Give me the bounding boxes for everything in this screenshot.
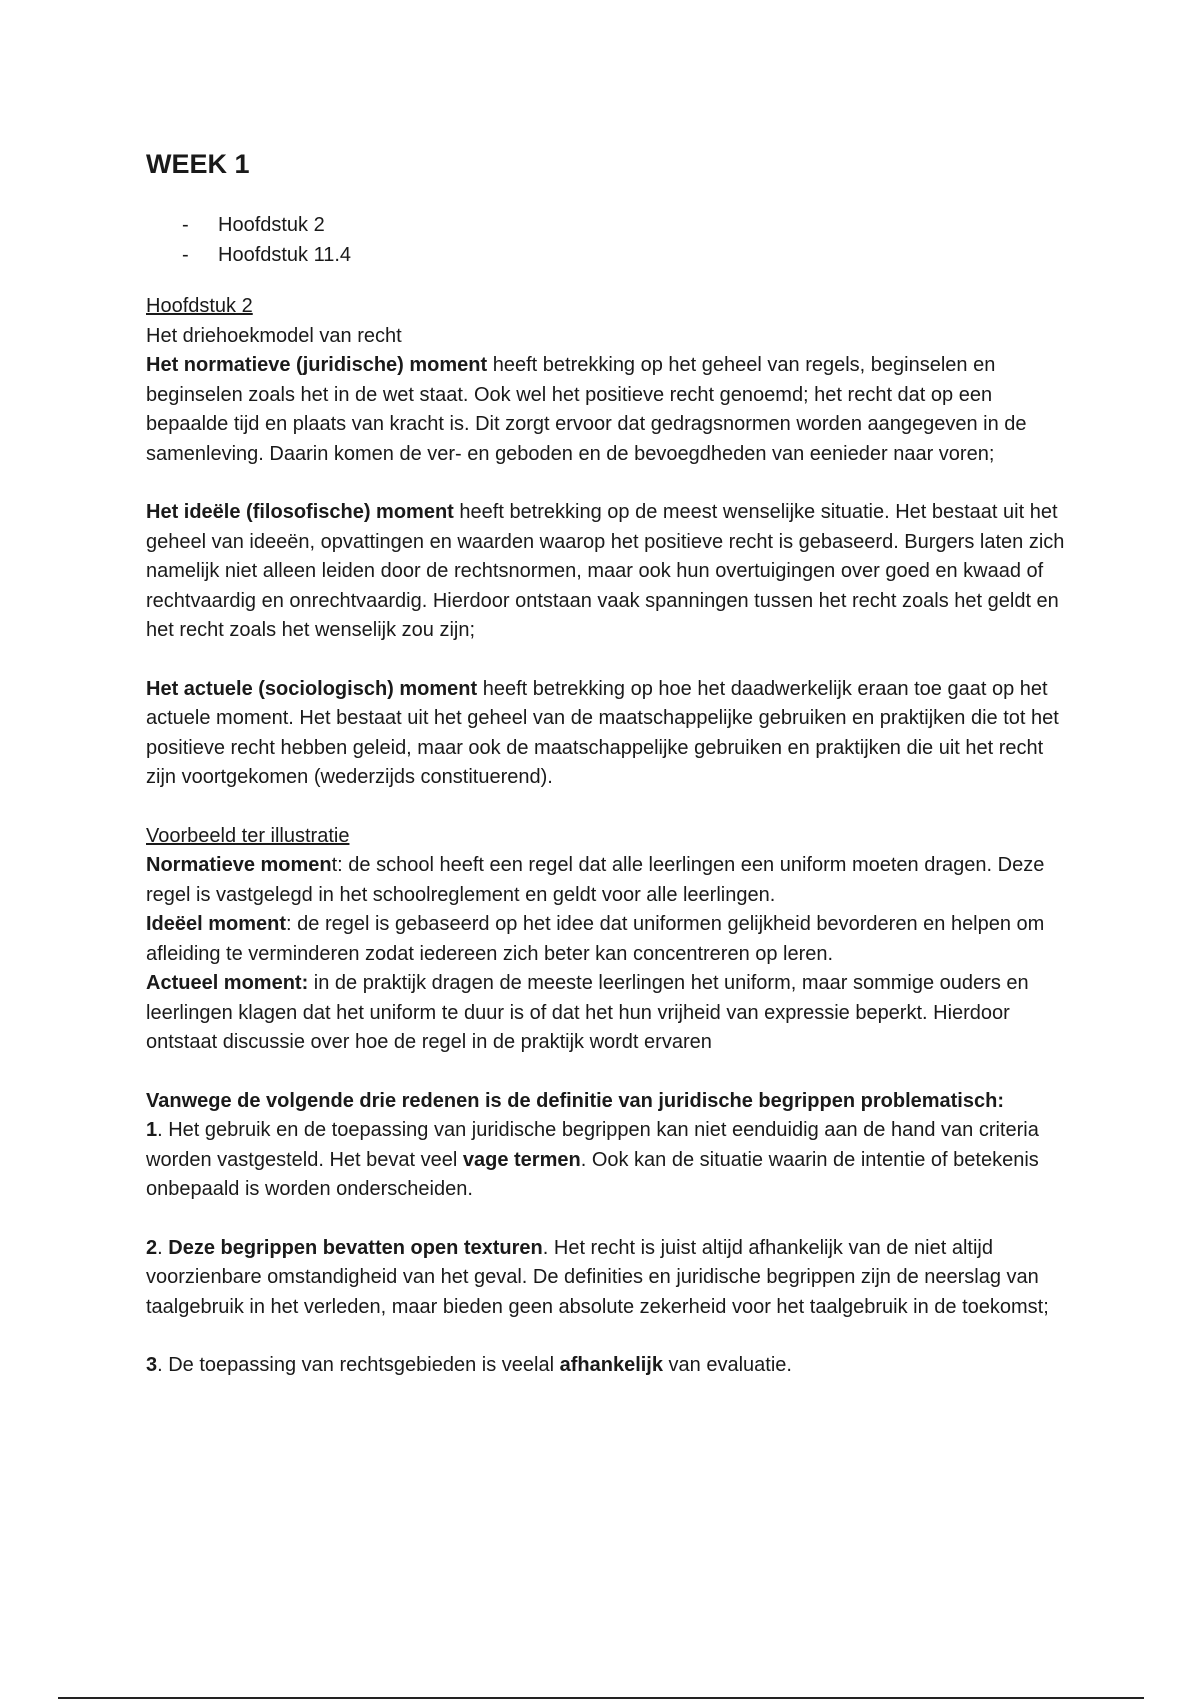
list-item-label: Hoofdstuk 2 [218,214,325,236]
document-page [146,146,1066,1381]
reason-text: . Ook kan de situatie waarin de intentie of betekenis onbepaald is worden onderscheiden. [146,1148,1039,1200]
paragraph-text: heeft betrekking op het geheel van regels, beginselen en beginselen zoals het in de wet staat. Ook wel het positieve recht genoemd; het recht dat op een bepaalde tijd en plaats van kracht is. Dit zorgt ervoor dat gedragsnormen worden aangegeven in de samenleving. Daarin komen de ver- en geboden en de bevoegdheden van eenieder naar voren; [146,354,1027,465]
reason-1 [146,1116,1066,1205]
reason-number: 3 [146,1354,158,1376]
page-title: WEEK 1 [146,149,250,179]
section-heading: Hoofdstuk 2 [146,295,253,317]
example-text: : de regel is gebaseerd op het idee dat uniformen gelijkheid bevorderen en helpen om afleiding te verminderen zodat iedereen zich beter kan concentreren op leren. [146,913,1045,965]
reason-emphasis: Deze begrippen bevatten open texturen [168,1236,543,1259]
paragraph-normative-moment [146,351,1066,469]
example-heading: Voorbeeld ter illustratie [146,824,350,847]
reasons-heading-text: Vanwege de volgende drie redenen is de definitie van juridische begrippen problematisch: [146,1089,1004,1112]
reason-emphasis: afhankelijk [559,1354,663,1376]
reasons-heading [146,1087,1066,1117]
list-item [146,240,1066,270]
list-item-label: Hoofdstuk 11.4 [218,244,352,266]
dash-bullet: - [182,214,189,236]
paragraph-text: heeft betrekking op hoe het daadwerkelijk eraan toe gaat op het actuele moment. Het bestaat uit het geheel van de maatschappelijke gebruiken en praktijken die tot het positieve recht hebben geleid, maar ook de maatschappelijke gebruiken en praktijken die uit het recht zijn voortgekomen (wederzijds constituerend). [146,677,1059,788]
chapter-list [146,210,1066,270]
reason-emphasis: vage termen [462,1148,581,1171]
paragraph-actual-moment [146,675,1066,793]
reason-text: van evaluatie. [663,1354,792,1376]
dash-bullet: - [182,244,189,266]
reason-number: 2 [146,1236,158,1259]
example-text: t: de school heeft een regel dat alle leerlingen een uniform moeten dragen. Deze regel is vastgelegd in het schoolreglement en geldt voor alle leerlingen. [146,854,1045,906]
reason-2 [146,1234,1066,1323]
term-normative: Het normatieve (juridische) moment [146,354,488,376]
reason-text: . Het recht is juist altijd afhankelijk van de niet altijd voorzienbare omstandigheid van het geval. De definities en juridische begrippen zijn de neerslag van taalgebruik in het verleden, maar bieden geen absolute zekerheid voor het taalgebruik in de toekomst; [146,1236,1049,1318]
reason-text: . [157,1236,169,1259]
paragraph-text: heeft betrekking op de meest wenselijke situatie. Het bestaat uit het geheel van ideeën, opvattingen en waarden waarop het positieve recht is gebaseerd. Burgers laten zich namelijk niet alleen leiden door de rechtsnormen, maar ook hun overtuigingen over goed en kwaad of rechtvaardig en onrechtvaardig. Hierdoor ontstaan vaak spanningen tussen het recht zoals het geldt en het recht zoals het wenselijk zou zijn; [146,501,1065,641]
example-text: in de praktijk dragen de meeste leerlingen het uniform, maar sommige ouders en leerlingen klagen dat het uniform te duur is of dat het hun vrijheid van expressie beperkt. Hierdoor ontstaat discussie over hoe de regel in de praktijk wordt ervaren [146,972,1029,1053]
reason-text: . Het gebruik en de toepassing van juridische begrippen kan niet eenduidig aan de hand van criteria worden vastgesteld. Het bevat veel [146,1119,1039,1171]
example-term: Ideëel moment [146,913,287,935]
reason-number: 1 [146,1119,158,1141]
term-actual: Het actuele (sociologisch) moment [146,677,478,700]
list-item [146,210,1066,240]
section-subheading: Het driehoekmodel van recht [146,324,402,347]
paragraph-ideal-moment [146,498,1066,646]
example-normative [146,851,1066,910]
term-ideal: Het ideële (filosofische) moment [146,501,454,523]
reason-text: . De toepassing van rechtsgebieden is veelal [157,1354,560,1376]
example-actual [146,969,1066,1058]
example-term: Normatieve momen [146,854,332,876]
reason-3 [146,1351,1066,1381]
example-term: Actueel moment: [146,972,309,994]
footer-divider [58,1697,1144,1699]
example-ideal [146,910,1066,969]
